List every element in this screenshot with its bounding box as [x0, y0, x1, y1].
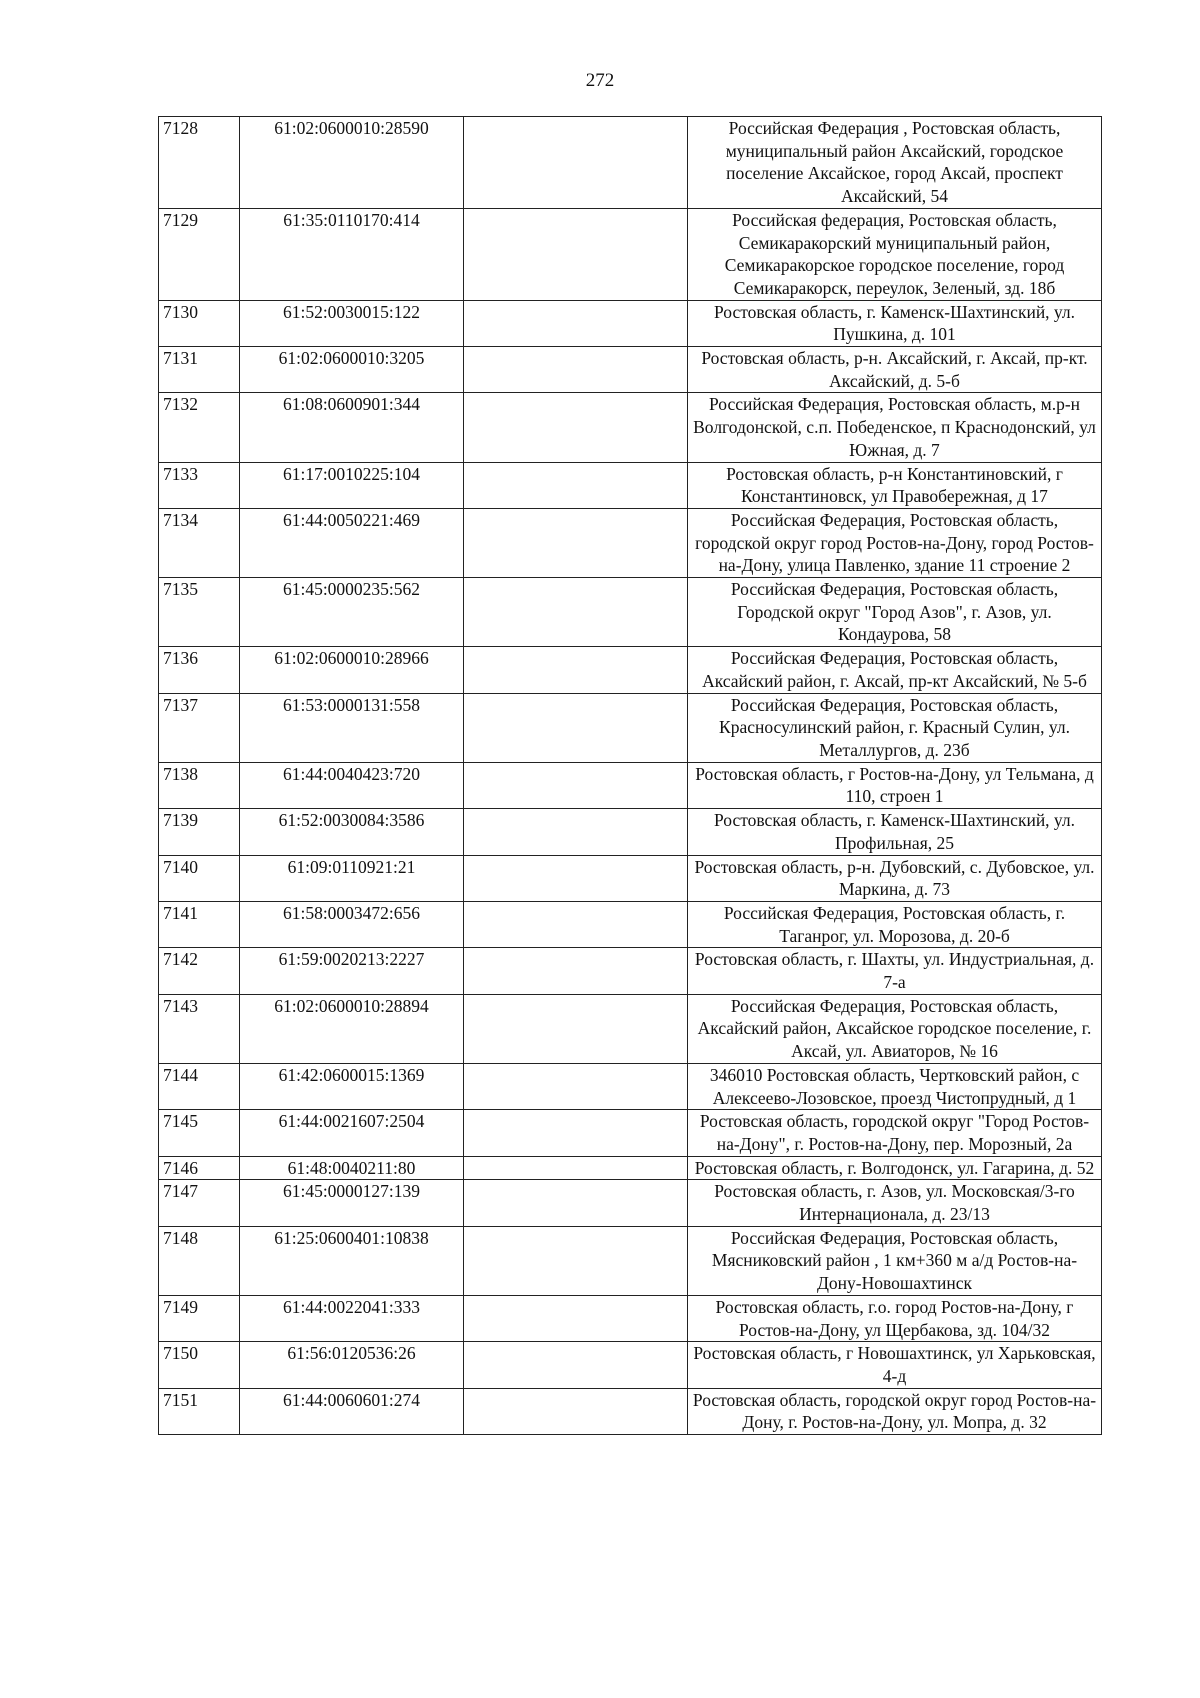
cadastral-number-cell: 61:08:0600901:344 [240, 393, 464, 462]
empty-cell [464, 208, 688, 300]
empty-cell [464, 1342, 688, 1388]
empty-cell [464, 762, 688, 808]
page-number: 272 [585, 70, 615, 91]
empty-cell [464, 809, 688, 855]
row-number-cell: 7128 [159, 117, 240, 209]
empty-cell [464, 508, 688, 577]
registry-table-body [159, 117, 1102, 1435]
address-cell: 346010 Ростовская область, Чертковский район, с Алексеево-Лозовское, проезд Чистопрудный, д 1 [688, 1063, 1102, 1109]
row-number-cell: 7141 [159, 901, 240, 947]
cadastral-number-cell: 61:09:0110921:21 [240, 855, 464, 901]
table-row [159, 1110, 1102, 1156]
table-row [159, 1156, 1102, 1180]
property-registry-table [158, 116, 1102, 1435]
table-row [159, 809, 1102, 855]
address-cell: Ростовская область, г Новошахтинск, ул Харьковская, 4-д [688, 1342, 1102, 1388]
table-row [159, 1342, 1102, 1388]
table-row [159, 1063, 1102, 1109]
empty-cell [464, 901, 688, 947]
row-number-cell: 7146 [159, 1156, 240, 1180]
cadastral-number-cell: 61:44:0060601:274 [240, 1388, 464, 1434]
table-row [159, 462, 1102, 508]
address-cell: Ростовская область, городской округ "Город Ростов-на-Дону", г. Ростов-на-Дону, пер. Морозный, 2а [688, 1110, 1102, 1156]
cadastral-number-cell: 61:44:0040423:720 [240, 762, 464, 808]
address-cell: Российская Федерация, Ростовская область, м.р-н Волгодонской, с.п. Победенское, п Краснодонский, ул Южная, д. 7 [688, 393, 1102, 462]
table-row [159, 1226, 1102, 1295]
cadastral-number-cell: 61:45:0000235:562 [240, 578, 464, 647]
row-number-cell: 7135 [159, 578, 240, 647]
cadastral-number-cell: 61:02:0600010:28590 [240, 117, 464, 209]
empty-cell [464, 462, 688, 508]
empty-cell [464, 948, 688, 994]
table-row [159, 1388, 1102, 1434]
address-cell: Ростовская область, г.о. город Ростов-на-Дону, г Ростов-на-Дону, ул Щербакова, зд. 104/32 [688, 1295, 1102, 1341]
empty-cell [464, 578, 688, 647]
empty-cell [464, 1180, 688, 1226]
row-number-cell: 7142 [159, 948, 240, 994]
row-number-cell: 7137 [159, 693, 240, 762]
row-number-cell: 7143 [159, 994, 240, 1063]
cadastral-number-cell: 61:17:0010225:104 [240, 462, 464, 508]
cadastral-number-cell: 61:48:0040211:80 [240, 1156, 464, 1180]
empty-cell [464, 1156, 688, 1180]
row-number-cell: 7149 [159, 1295, 240, 1341]
address-cell: Ростовская область, городской округ город Ростов-на-Дону, г. Ростов-на-Дону, ул. Мопра, д. 32 [688, 1388, 1102, 1434]
row-number-cell: 7138 [159, 762, 240, 808]
row-number-cell: 7133 [159, 462, 240, 508]
table-row [159, 762, 1102, 808]
empty-cell [464, 855, 688, 901]
address-cell: Российская Федерация, Ростовская область, Аксайский район, г. Аксай, пр-кт Аксайский, № 5-б [688, 647, 1102, 693]
row-number-cell: 7151 [159, 1388, 240, 1434]
address-cell: Ростовская область, р-н Константиновский, г Константиновск, ул Правобережная, д 17 [688, 462, 1102, 508]
address-cell: Ростовская область, г. Каменск-Шахтинский, ул. Пушкина, д. 101 [688, 300, 1102, 346]
row-number-cell: 7147 [159, 1180, 240, 1226]
row-number-cell: 7129 [159, 208, 240, 300]
table-row [159, 901, 1102, 947]
cadastral-number-cell: 61:59:0020213:2227 [240, 948, 464, 994]
address-cell: Российская Федерация, Ростовская область, Аксайский район, Аксайское городское поселение, г. Аксай, ул. Авиаторов, № 16 [688, 994, 1102, 1063]
table-row [159, 994, 1102, 1063]
address-cell: Ростовская область, г Ростов-на-Дону, ул Тельмана, д 110, строен 1 [688, 762, 1102, 808]
cadastral-number-cell: 61:44:0050221:469 [240, 508, 464, 577]
empty-cell [464, 117, 688, 209]
empty-cell [464, 347, 688, 393]
row-number-cell: 7145 [159, 1110, 240, 1156]
table-row [159, 578, 1102, 647]
table-row [159, 1295, 1102, 1341]
row-number-cell: 7144 [159, 1063, 240, 1109]
row-number-cell: 7150 [159, 1342, 240, 1388]
row-number-cell: 7134 [159, 508, 240, 577]
table-row [159, 948, 1102, 994]
table-row [159, 1180, 1102, 1226]
cadastral-number-cell: 61:53:0000131:558 [240, 693, 464, 762]
address-cell: Российская Федерация, Ростовская область, Красносулинский район, г. Красный Сулин, ул. Металлургов, д. 23б [688, 693, 1102, 762]
address-cell: Российская федерация, Ростовская область, Семикаракорский муниципальный район, Семикаракорское городское поселение, город Семикаракорск, переулок, Зеленый, зд. 18б [688, 208, 1102, 300]
row-number-cell: 7140 [159, 855, 240, 901]
row-number-cell: 7139 [159, 809, 240, 855]
table-row [159, 693, 1102, 762]
address-cell: Российская Федерация, Ростовская область, Городской округ "Город Азов", г. Азов, ул. Кондаурова, 58 [688, 578, 1102, 647]
table-row [159, 208, 1102, 300]
address-cell: Ростовская область, г. Каменск-Шахтинский, ул. Профильная, 25 [688, 809, 1102, 855]
address-cell: Ростовская область, г. Азов, ул. Московская/3-го Интернационала, д. 23/13 [688, 1180, 1102, 1226]
cadastral-number-cell: 61:52:0030015:122 [240, 300, 464, 346]
row-number-cell: 7131 [159, 347, 240, 393]
cadastral-number-cell: 61:44:0021607:2504 [240, 1110, 464, 1156]
table-row [159, 393, 1102, 462]
table-row [159, 647, 1102, 693]
empty-cell [464, 1110, 688, 1156]
empty-cell [464, 647, 688, 693]
address-cell: Ростовская область, г. Волгодонск, ул. Гагарина, д. 52 [688, 1156, 1102, 1180]
address-cell: Российская Федерация, Ростовская область, г. Таганрог, ул. Морозова, д. 20-б [688, 901, 1102, 947]
empty-cell [464, 1295, 688, 1341]
table-row [159, 117, 1102, 209]
table-row [159, 855, 1102, 901]
table-row [159, 347, 1102, 393]
cadastral-number-cell: 61:02:0600010:28894 [240, 994, 464, 1063]
empty-cell [464, 994, 688, 1063]
row-number-cell: 7132 [159, 393, 240, 462]
empty-cell [464, 1388, 688, 1434]
cadastral-number-cell: 61:02:0600010:3205 [240, 347, 464, 393]
table-row [159, 300, 1102, 346]
row-number-cell: 7136 [159, 647, 240, 693]
address-cell: Ростовская область, р-н. Аксайский, г. Аксай, пр-кт. Аксайский, д. 5-б [688, 347, 1102, 393]
empty-cell [464, 1063, 688, 1109]
cadastral-number-cell: 61:58:0003472:656 [240, 901, 464, 947]
address-cell: Российская Федерация, Ростовская область, городской округ город Ростов-на-Дону, город Ростов-на-Дону, улица Павленко, здание 11 строение 2 [688, 508, 1102, 577]
cadastral-number-cell: 61:35:0110170:414 [240, 208, 464, 300]
address-cell: Российская Федерация , Ростовская область, муниципальный район Аксайский, городское поселение Аксайское, город Аксай, проспект Аксайский, 54 [688, 117, 1102, 209]
cadastral-number-cell: 61:02:0600010:28966 [240, 647, 464, 693]
address-cell: Российская Федерация, Ростовская область, Мясниковский район , 1 км+360 м а/д Ростов-на-Дону-Новошахтинск [688, 1226, 1102, 1295]
cadastral-number-cell: 61:56:0120536:26 [240, 1342, 464, 1388]
address-cell: Ростовская область, р-н. Дубовский, с. Дубовское, ул. Маркина, д. 73 [688, 855, 1102, 901]
cadastral-number-cell: 61:44:0022041:333 [240, 1295, 464, 1341]
cadastral-number-cell: 61:45:0000127:139 [240, 1180, 464, 1226]
empty-cell [464, 393, 688, 462]
address-cell: Ростовская область, г. Шахты, ул. Индустриальная, д. 7-а [688, 948, 1102, 994]
cadastral-number-cell: 61:42:0600015:1369 [240, 1063, 464, 1109]
row-number-cell: 7130 [159, 300, 240, 346]
cadastral-number-cell: 61:52:0030084:3586 [240, 809, 464, 855]
empty-cell [464, 300, 688, 346]
row-number-cell: 7148 [159, 1226, 240, 1295]
cadastral-number-cell: 61:25:0600401:10838 [240, 1226, 464, 1295]
empty-cell [464, 1226, 688, 1295]
empty-cell [464, 693, 688, 762]
table-row [159, 508, 1102, 577]
